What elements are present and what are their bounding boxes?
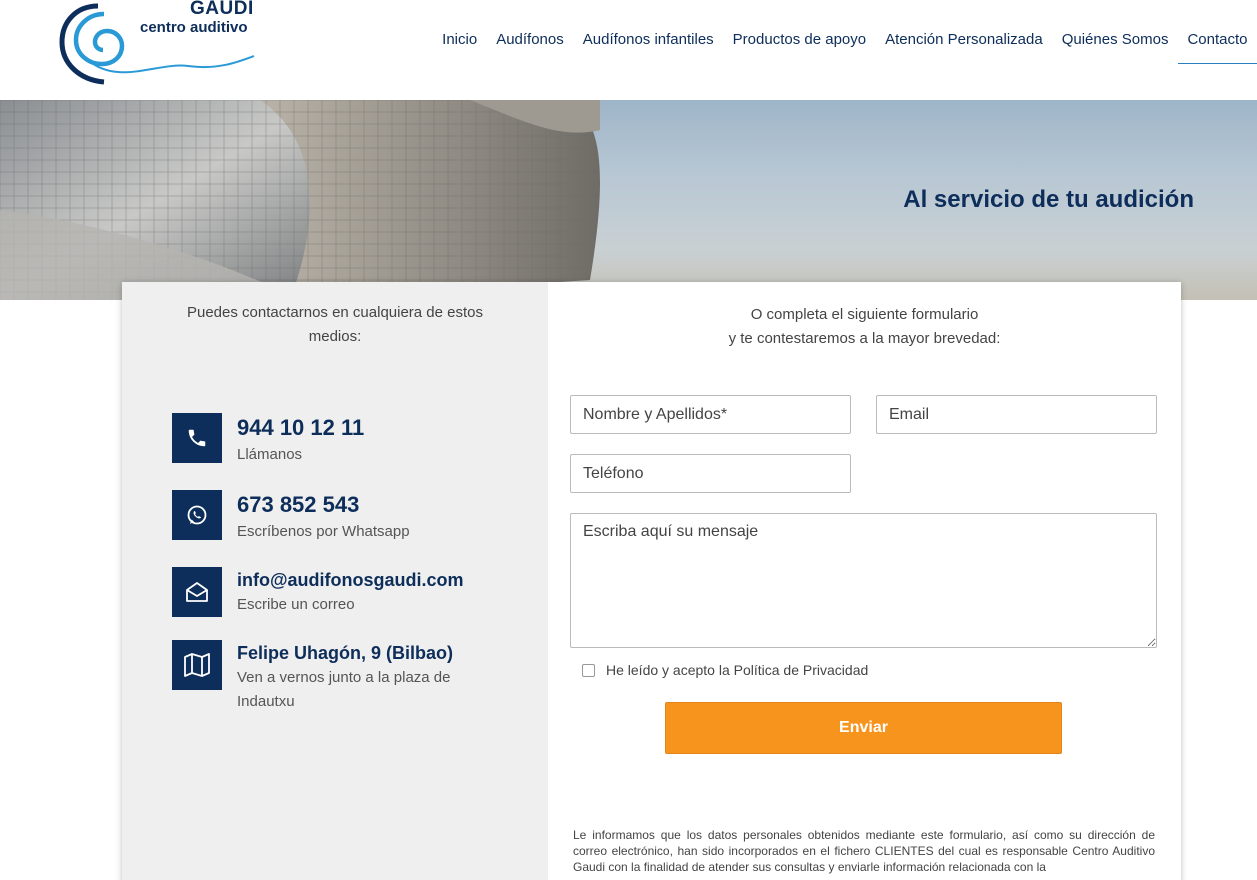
- nav-item-quienes-somos[interactable]: Quiénes Somos: [1061, 31, 1169, 48]
- phone-field[interactable]: [570, 454, 851, 493]
- privacy-consent[interactable]: [582, 662, 868, 678]
- logo[interactable]: [58, 0, 268, 88]
- name-field[interactable]: [570, 395, 851, 434]
- nav-item-productos-de-apoyo[interactable]: Productos de apoyo: [732, 31, 867, 48]
- contact-address-label: Ven a vernos junto a la plaza de Indautxu: [237, 669, 451, 710]
- contact-whatsapp-number[interactable]: 673 852 543: [237, 492, 360, 517]
- contact-phone-label: Llámanos: [237, 446, 303, 463]
- logo-wordmark: GAUDI: [190, 0, 254, 19]
- whatsapp-icon: [172, 490, 222, 540]
- contact-address[interactable]: [172, 640, 487, 714]
- contact-whatsapp-label: Escríbenos por Whatsapp: [237, 523, 410, 540]
- logo-tagline: centro auditivo: [140, 19, 248, 36]
- legal-notice: Le informamos que los datos personales obtenidos mediante este formulario, así como su dirección de correo electrónico, han sido incorporados en el fichero CLIENTES del cual es responsable Centro Auditivo Gaudi con la finalidad de atender sus consultas y enviarle información relacionada con la: [573, 828, 1155, 874]
- hero-banner: [0, 100, 1257, 300]
- contact-intro: Puedes contactarnos en cualquiera de estos medios:: [186, 304, 484, 345]
- contact-phone[interactable]: [172, 413, 364, 467]
- hero-title: Al servicio de tu audición: [903, 186, 1194, 213]
- form-intro: [548, 303, 1181, 351]
- contact-email-label: Escribe un correo: [237, 596, 355, 613]
- contact-email-address[interactable]: info@audifonosgaudi.com: [237, 570, 464, 590]
- nav-item-audifonos[interactable]: Audífonos: [496, 31, 564, 48]
- main-nav: [433, 0, 1257, 64]
- contact-whatsapp[interactable]: [172, 490, 410, 544]
- contact-info-panel: [122, 282, 548, 880]
- email-field[interactable]: [876, 395, 1157, 434]
- privacy-label[interactable]: He leído y acepto la Política de Privacidad: [606, 662, 869, 678]
- contact-form-panel: [548, 282, 1181, 880]
- nav-item-audifonos-infantiles[interactable]: Audífonos infantiles: [582, 31, 714, 48]
- nav-item-contacto[interactable]: Contacto: [1178, 0, 1257, 64]
- nav-item-atencion-personalizada[interactable]: Atención Personalizada: [885, 31, 1043, 48]
- contact-email[interactable]: [172, 567, 464, 617]
- envelope-icon: [172, 567, 222, 617]
- contact-phone-number[interactable]: 944 10 12 11: [237, 415, 365, 440]
- phone-icon: [172, 413, 222, 463]
- privacy-checkbox[interactable]: [582, 664, 595, 677]
- map-icon: [172, 640, 222, 690]
- form-intro-line-2: y te contestaremos a la mayor brevedad:: [728, 330, 1001, 347]
- site-header: [0, 0, 1257, 100]
- submit-button[interactable]: Enviar: [665, 702, 1062, 754]
- contact-address-street[interactable]: Felipe Uhagón, 9 (Bilbao): [237, 643, 454, 663]
- form-intro-line-1: O completa el siguiente formulario: [750, 306, 979, 323]
- nav-item-inicio[interactable]: Inicio: [442, 31, 478, 48]
- message-field[interactable]: [570, 513, 1157, 648]
- contact-card: [122, 282, 1181, 880]
